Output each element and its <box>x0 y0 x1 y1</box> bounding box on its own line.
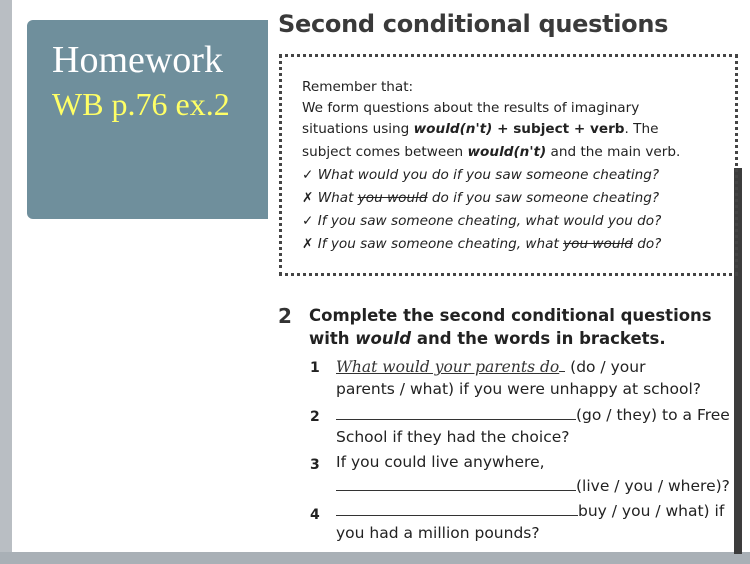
example-text: If you saw someone cheating, what <box>317 236 564 252</box>
item-2-prompt: (go / they) to a Free <box>576 406 730 424</box>
item-2-continuation: School if they had the choice? <box>336 428 570 446</box>
answer-blank <box>336 501 578 516</box>
item-number-3: 3 <box>310 457 320 473</box>
note-text: and the main verb. <box>546 144 681 160</box>
cross-icon: ✗ <box>302 190 314 206</box>
note-line-3 <box>302 144 680 160</box>
answer-blank <box>336 405 576 420</box>
homework-reference: WB p.76 ex.2 <box>52 86 230 122</box>
answer-blank <box>559 357 565 372</box>
item-2-line <box>336 405 730 424</box>
example-text: do? <box>632 236 662 252</box>
struck-text: you would <box>563 236 633 252</box>
item-3-lead: If you could live anywhere, <box>336 453 545 471</box>
exercise-instruction-2 <box>309 329 666 348</box>
exercise-number: 2 <box>278 304 292 328</box>
note-keyword: would(n't) <box>413 121 493 137</box>
item-1-answer: What would your parents do <box>336 358 560 376</box>
note-intro: Remember that: <box>302 79 414 95</box>
item-3-line <box>336 476 730 495</box>
item-4-prompt: buy / you / what) if <box>578 502 725 520</box>
example-wrong-2 <box>302 236 661 252</box>
item-4-continuation: you had a million pounds? <box>336 524 540 542</box>
item-1-continuation: parents / what) if you were unhappy at school? <box>336 380 701 398</box>
section-heading: Second conditional questions <box>278 10 669 38</box>
note-text: subject comes between <box>302 144 468 160</box>
left-border-stripe <box>0 0 12 564</box>
instruction-keyword: would <box>355 329 412 348</box>
example-correct-1 <box>302 167 659 183</box>
item-number-4: 4 <box>310 507 320 523</box>
item-3-prompt: (live / you / where)? <box>576 477 730 495</box>
bottom-border-stripe <box>0 552 750 564</box>
note-keyword: would(n't) <box>467 144 547 160</box>
note-text: . The <box>624 121 659 137</box>
exercise-instruction-1: Complete the second conditional questions <box>309 306 712 325</box>
item-number-2: 2 <box>310 409 320 425</box>
instruction-text: with <box>309 329 356 348</box>
answer-blank <box>336 476 576 491</box>
note-text: situations using <box>302 121 414 137</box>
cross-icon: ✗ <box>302 236 314 252</box>
item-4-line <box>336 501 724 520</box>
homework-title: Homework <box>52 39 223 81</box>
note-line-2 <box>302 121 658 137</box>
example-wrong-1 <box>302 190 659 206</box>
check-icon: ✓ <box>302 213 314 229</box>
example-text: What would you do if you saw someone cheating? <box>317 167 660 183</box>
instruction-text: and the words in brackets. <box>411 329 666 348</box>
note-line-1: We form questions about the results of imaginary <box>302 100 640 116</box>
example-correct-2 <box>302 213 661 229</box>
item-1-prompt: (do / your <box>570 358 646 376</box>
example-text: What <box>317 190 358 206</box>
item-number-1: 1 <box>310 360 320 376</box>
example-text: If you saw someone cheating, what would you do? <box>317 213 662 229</box>
check-icon: ✓ <box>302 167 314 183</box>
note-formula: + subject + verb <box>492 121 625 137</box>
example-text: do if you saw someone cheating? <box>427 190 660 206</box>
item-1-line <box>336 357 645 376</box>
struck-text: you would <box>357 190 428 206</box>
